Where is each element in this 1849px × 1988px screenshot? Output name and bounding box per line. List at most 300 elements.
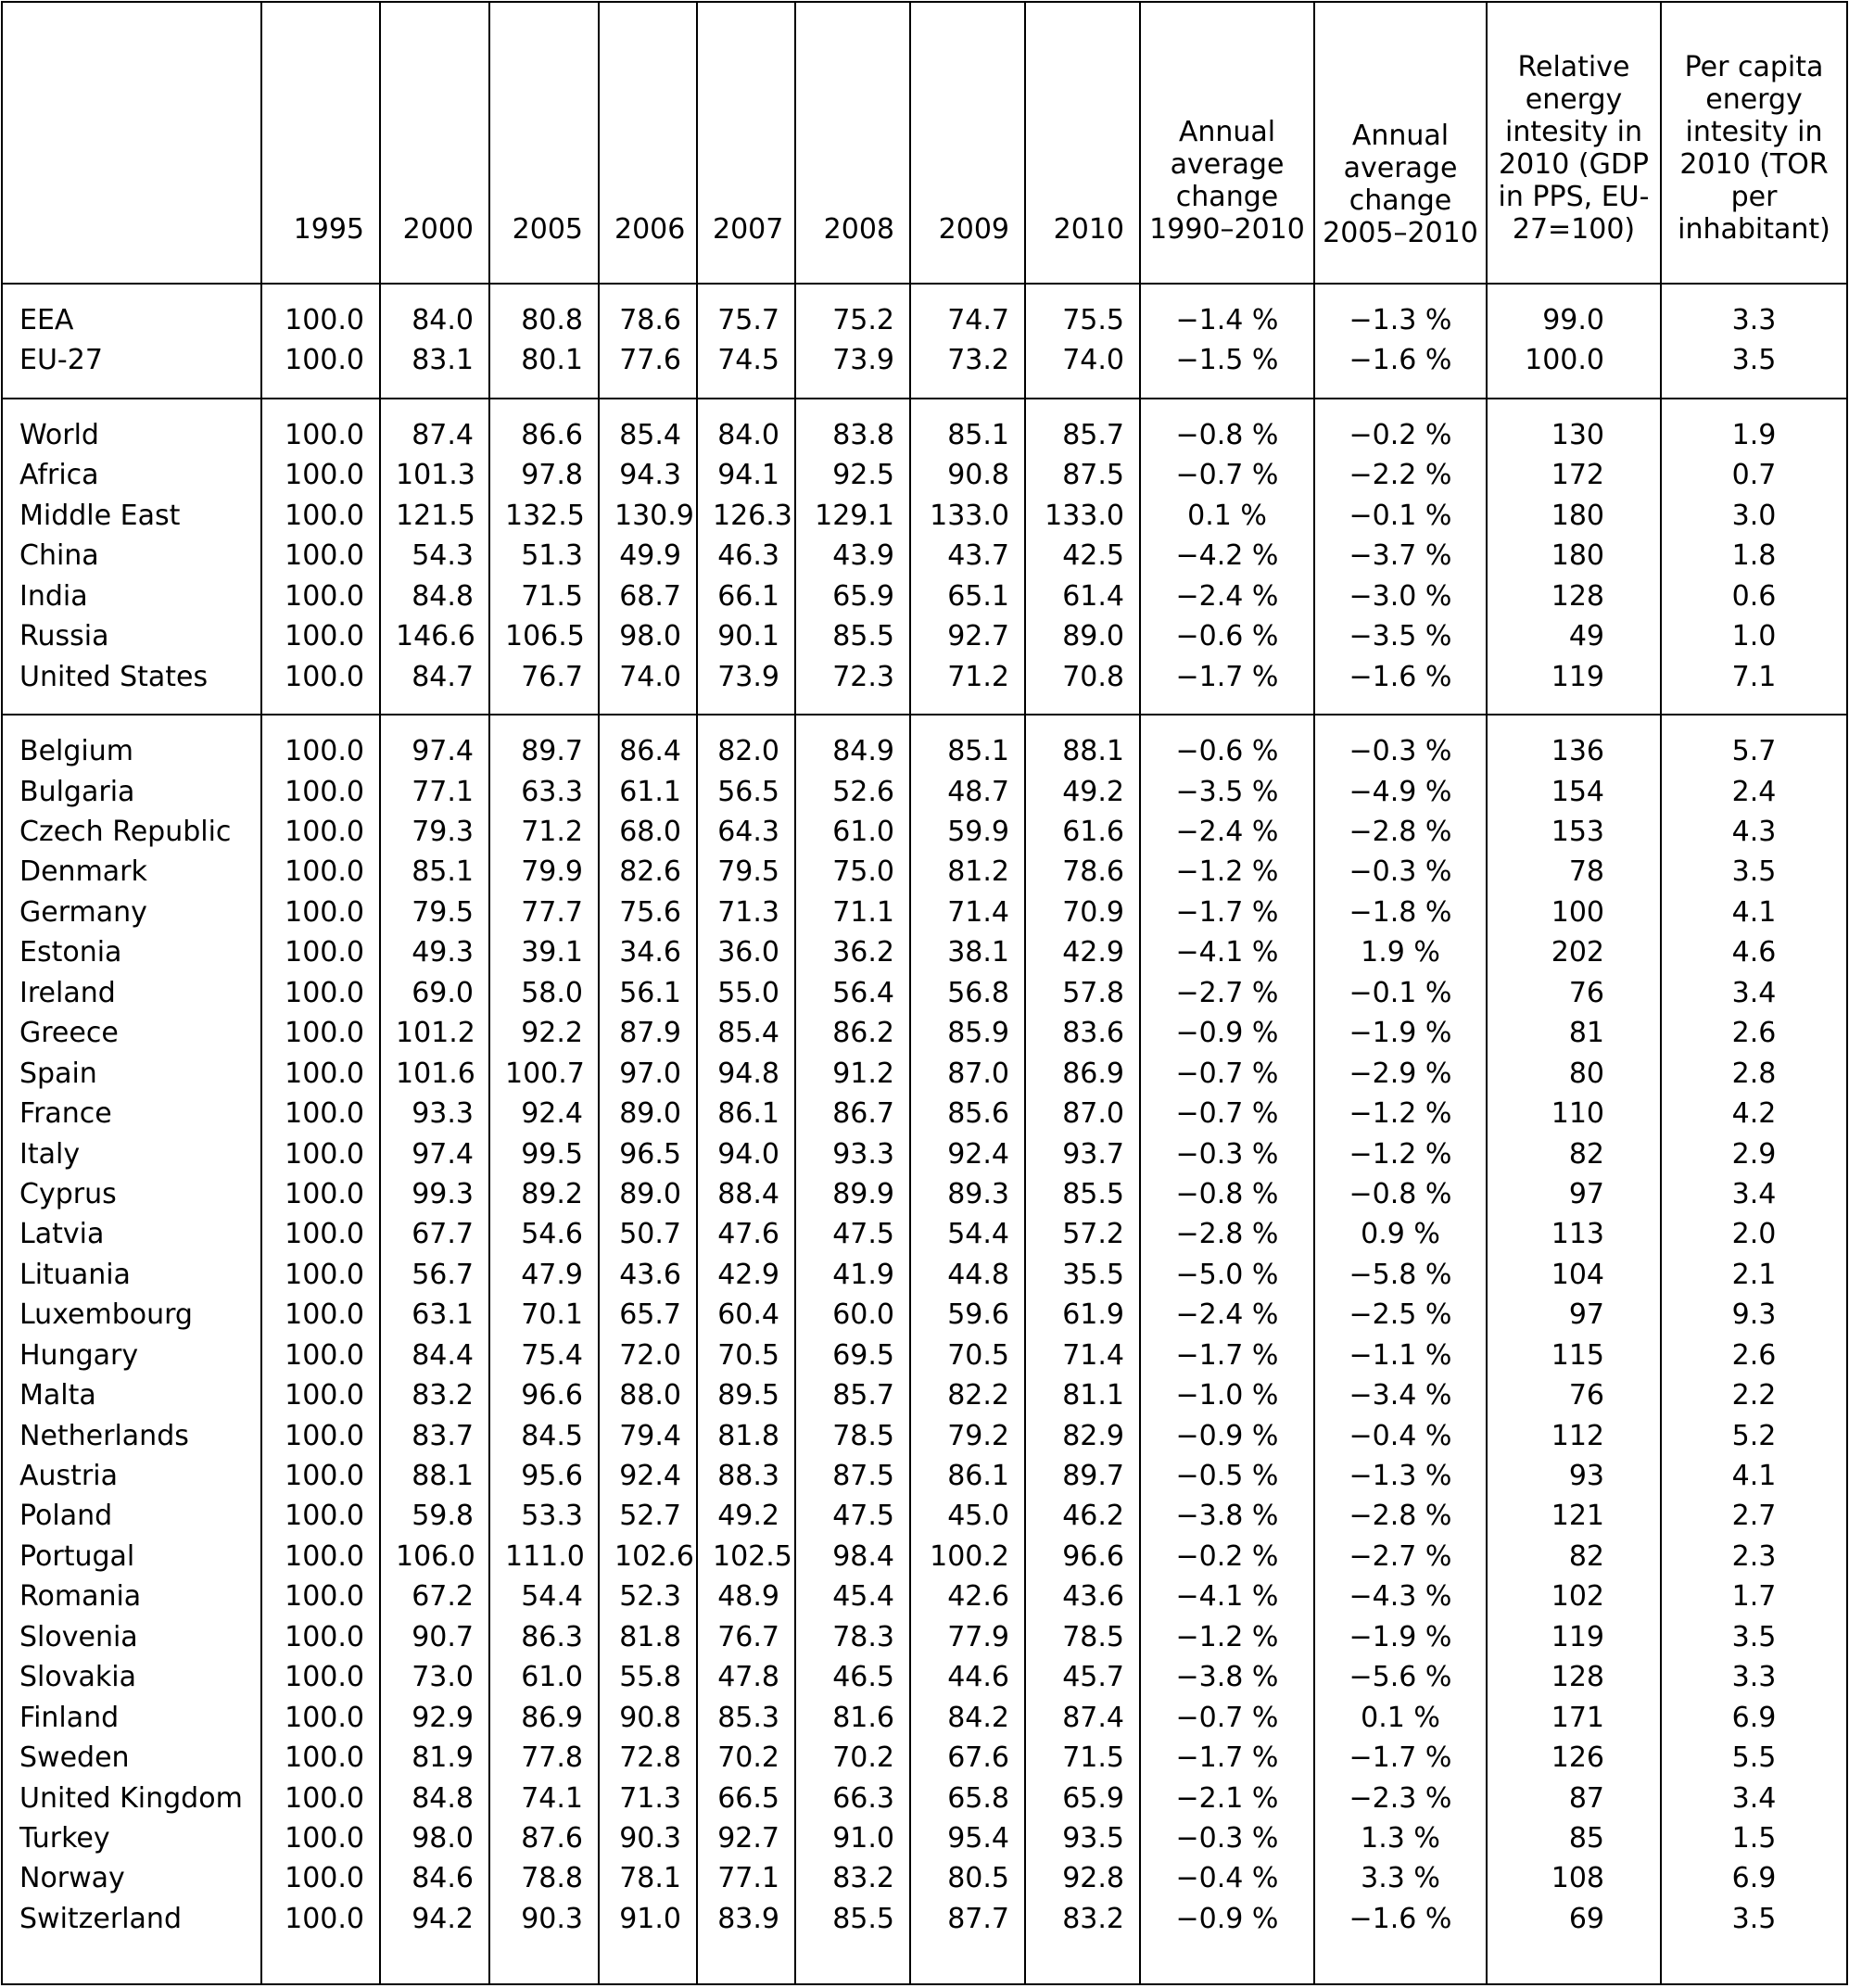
- relative-intensity: 49: [1487, 616, 1661, 656]
- change-1990-2010: −2.1 %: [1140, 1778, 1314, 1817]
- value-2006: 82.6: [599, 852, 697, 892]
- table-row: [2, 1336, 1847, 1375]
- value-2008: 86.7: [795, 1094, 910, 1133]
- relative-intensity: 76: [1487, 973, 1661, 1013]
- value-2010: 89.0: [1025, 616, 1140, 656]
- spacer-cell: [1314, 715, 1487, 731]
- relative-intensity: 113: [1487, 1214, 1661, 1254]
- value-2007: 74.5: [697, 340, 795, 380]
- per-capita: 2.1: [1661, 1255, 1847, 1295]
- table-row: [2, 1537, 1847, 1576]
- value-2010: 74.0: [1025, 340, 1140, 380]
- value-2007: 49.2: [697, 1496, 795, 1536]
- value-2000: 84.6: [380, 1858, 489, 1898]
- value-2010: 87.4: [1025, 1697, 1140, 1737]
- spacer-cell: [795, 697, 910, 715]
- change-2005-2010: −1.1 %: [1314, 1336, 1487, 1375]
- change-1990-2010: −0.5 %: [1140, 1456, 1314, 1496]
- spacer-row: [2, 715, 1847, 731]
- change-2005-2010: −1.3 %: [1314, 300, 1487, 340]
- spacer-cell: [489, 697, 599, 715]
- value-2007: 42.9: [697, 1255, 795, 1295]
- per-capita: 3.4: [1661, 973, 1847, 1013]
- value-2000: 97.4: [380, 1133, 489, 1173]
- change-1990-2010: −5.0 %: [1140, 1255, 1314, 1295]
- table-row: [2, 536, 1847, 576]
- value-1995: 100.0: [261, 1617, 380, 1657]
- country-cell: United States: [2, 656, 261, 696]
- value-2006: 94.3: [599, 455, 697, 495]
- relative-intensity: 80: [1487, 1053, 1661, 1093]
- value-2009: 81.2: [910, 852, 1025, 892]
- value-2000: 83.2: [380, 1375, 489, 1415]
- per-capita: 2.6: [1661, 1013, 1847, 1053]
- value-2007: 89.5: [697, 1375, 795, 1415]
- per-capita: 3.3: [1661, 300, 1847, 340]
- spacer-cell: [489, 284, 599, 300]
- value-2000: 84.8: [380, 1778, 489, 1817]
- per-capita: 2.6: [1661, 1336, 1847, 1375]
- country-cell: Russia: [2, 616, 261, 656]
- change-1990-2010: −0.6 %: [1140, 616, 1314, 656]
- value-2008: 56.4: [795, 973, 910, 1013]
- value-2005: 71.2: [489, 812, 599, 852]
- country-cell: Greece: [2, 1013, 261, 1053]
- value-2007: 85.3: [697, 1697, 795, 1737]
- spacer-cell: [1661, 697, 1847, 715]
- spacer-cell: [489, 1939, 599, 1984]
- country-cell: Denmark: [2, 852, 261, 892]
- value-2006: 56.1: [599, 973, 697, 1013]
- change-2005-2010: −0.8 %: [1314, 1174, 1487, 1214]
- value-2007: 46.3: [697, 536, 795, 576]
- change-1990-2010: −1.0 %: [1140, 1375, 1314, 1415]
- spacer-cell: [2, 399, 261, 415]
- value-2008: 98.4: [795, 1537, 910, 1576]
- value-2010: 89.7: [1025, 1456, 1140, 1496]
- value-2010: 61.6: [1025, 812, 1140, 852]
- value-2006: 87.9: [599, 1013, 697, 1053]
- relative-intensity: 153: [1487, 812, 1661, 852]
- value-2009: 44.8: [910, 1255, 1025, 1295]
- spacer-cell: [261, 380, 380, 399]
- per-capita: 2.7: [1661, 1496, 1847, 1536]
- value-2010: 85.5: [1025, 1174, 1140, 1214]
- spacer-cell: [2, 697, 261, 715]
- spacer-cell: [261, 1939, 380, 1984]
- change-2005-2010: −3.4 %: [1314, 1375, 1487, 1415]
- value-2006: 86.4: [599, 731, 697, 771]
- value-2010: 35.5: [1025, 1255, 1140, 1295]
- spacer-cell: [2, 1939, 261, 1984]
- value-2006: 91.0: [599, 1899, 697, 1939]
- value-2005: 106.5: [489, 616, 599, 656]
- header-year-2010: 2010: [1025, 2, 1140, 284]
- value-2009: 59.9: [910, 812, 1025, 852]
- change-1990-2010: −0.4 %: [1140, 1858, 1314, 1898]
- value-2007: 48.9: [697, 1576, 795, 1616]
- value-2010: 81.1: [1025, 1375, 1140, 1415]
- country-cell: Netherlands: [2, 1415, 261, 1455]
- value-2009: 77.9: [910, 1617, 1025, 1657]
- change-2005-2010: −0.1 %: [1314, 496, 1487, 536]
- relative-intensity: 130: [1487, 415, 1661, 455]
- value-2008: 91.0: [795, 1818, 910, 1858]
- value-2009: 87.7: [910, 1899, 1025, 1939]
- table-row: [2, 771, 1847, 811]
- value-2005: 54.6: [489, 1214, 599, 1254]
- value-1995: 100.0: [261, 1013, 380, 1053]
- country-cell: United Kingdom: [2, 1778, 261, 1817]
- change-1990-2010: −0.7 %: [1140, 1697, 1314, 1737]
- value-2008: 93.3: [795, 1133, 910, 1173]
- spacer-cell: [261, 715, 380, 731]
- value-2010: 87.0: [1025, 1094, 1140, 1133]
- spacer-cell: [599, 380, 697, 399]
- country-cell: Bulgaria: [2, 771, 261, 811]
- relative-intensity: 69: [1487, 1899, 1661, 1939]
- relative-intensity: 202: [1487, 932, 1661, 972]
- spacer-cell: [261, 399, 380, 415]
- header-row: [2, 2, 1847, 284]
- change-1990-2010: −1.7 %: [1140, 1336, 1314, 1375]
- value-1995: 100.0: [261, 1255, 380, 1295]
- value-2010: 82.9: [1025, 1415, 1140, 1455]
- value-2008: 36.2: [795, 932, 910, 972]
- value-2005: 58.0: [489, 973, 599, 1013]
- value-2005: 53.3: [489, 1496, 599, 1536]
- value-2009: 85.9: [910, 1013, 1025, 1053]
- value-2005: 97.8: [489, 455, 599, 495]
- value-2007: 76.7: [697, 1617, 795, 1657]
- header-year-2006: 2006: [599, 2, 697, 284]
- spacer-cell: [380, 380, 489, 399]
- value-2005: 76.7: [489, 656, 599, 696]
- value-2005: 84.5: [489, 1415, 599, 1455]
- table-row: [2, 1094, 1847, 1133]
- value-2009: 85.1: [910, 415, 1025, 455]
- value-2000: 77.1: [380, 771, 489, 811]
- value-2009: 67.6: [910, 1738, 1025, 1778]
- value-2000: 67.2: [380, 1576, 489, 1616]
- table-row: [2, 340, 1847, 380]
- change-1990-2010: −0.7 %: [1140, 1053, 1314, 1093]
- value-2010: 43.6: [1025, 1576, 1140, 1616]
- value-2006: 34.6: [599, 932, 697, 972]
- country-cell: Portugal: [2, 1537, 261, 1576]
- value-2000: 101.6: [380, 1053, 489, 1093]
- change-2005-2010: −2.3 %: [1314, 1778, 1487, 1817]
- spacer-cell: [380, 399, 489, 415]
- change-1990-2010: −0.6 %: [1140, 731, 1314, 771]
- value-2007: 94.8: [697, 1053, 795, 1093]
- table-row: [2, 576, 1847, 615]
- change-1990-2010: −0.7 %: [1140, 1094, 1314, 1133]
- value-2007: 126.3: [697, 496, 795, 536]
- relative-intensity: 108: [1487, 1858, 1661, 1898]
- change-1990-2010: −4.1 %: [1140, 932, 1314, 972]
- relative-intensity: 154: [1487, 771, 1661, 811]
- per-capita: 5.5: [1661, 1738, 1847, 1778]
- value-2010: 96.6: [1025, 1537, 1140, 1576]
- change-1990-2010: −2.4 %: [1140, 1295, 1314, 1335]
- table-row: [2, 932, 1847, 972]
- change-2005-2010: −1.6 %: [1314, 1899, 1487, 1939]
- table-row: [2, 1456, 1847, 1496]
- header-per-capita: Per capita energy intesity in 2010 (TOR per inhabitant): [1661, 2, 1847, 284]
- relative-intensity: 100.0: [1487, 340, 1661, 380]
- value-2006: 85.4: [599, 415, 697, 455]
- value-1995: 100.0: [261, 893, 380, 932]
- value-2007: 83.9: [697, 1899, 795, 1939]
- value-1995: 100.0: [261, 415, 380, 455]
- per-capita: 4.2: [1661, 1094, 1847, 1133]
- relative-intensity: 82: [1487, 1133, 1661, 1173]
- table-row: [2, 1375, 1847, 1415]
- change-2005-2010: −1.9 %: [1314, 1013, 1487, 1053]
- spacer-cell: [1025, 399, 1140, 415]
- change-2005-2010: −0.3 %: [1314, 731, 1487, 771]
- value-2000: 106.0: [380, 1537, 489, 1576]
- spacer-cell: [1314, 399, 1487, 415]
- value-2010: 88.1: [1025, 731, 1140, 771]
- change-1990-2010: −1.7 %: [1140, 656, 1314, 696]
- value-2000: 87.4: [380, 415, 489, 455]
- country-cell: Spain: [2, 1053, 261, 1093]
- value-2007: 82.0: [697, 731, 795, 771]
- value-2000: 83.7: [380, 1415, 489, 1455]
- value-2009: 71.2: [910, 656, 1025, 696]
- country-cell: Belgium: [2, 731, 261, 771]
- value-2005: 95.6: [489, 1456, 599, 1496]
- value-2007: 81.8: [697, 1415, 795, 1455]
- country-cell: World: [2, 415, 261, 455]
- value-2010: 83.2: [1025, 1899, 1140, 1939]
- table-row: [2, 496, 1847, 536]
- spacer-cell: [1140, 284, 1314, 300]
- value-1995: 100.0: [261, 1858, 380, 1898]
- table-row: [2, 415, 1847, 455]
- change-1990-2010: −0.9 %: [1140, 1415, 1314, 1455]
- country-cell: Austria: [2, 1456, 261, 1496]
- value-2006: 61.1: [599, 771, 697, 811]
- value-2000: 83.1: [380, 340, 489, 380]
- per-capita: 3.4: [1661, 1174, 1847, 1214]
- spacer-cell: [599, 697, 697, 715]
- spacer-cell: [1025, 697, 1140, 715]
- relative-intensity: 119: [1487, 656, 1661, 696]
- value-2008: 52.6: [795, 771, 910, 811]
- value-2006: 68.7: [599, 576, 697, 615]
- value-2009: 44.6: [910, 1657, 1025, 1697]
- spacer-cell: [1314, 380, 1487, 399]
- value-2007: 60.4: [697, 1295, 795, 1335]
- value-2000: 56.7: [380, 1255, 489, 1295]
- relative-intensity: 99.0: [1487, 300, 1661, 340]
- change-1990-2010: −2.8 %: [1140, 1214, 1314, 1254]
- per-capita: 6.9: [1661, 1697, 1847, 1737]
- value-2000: 99.3: [380, 1174, 489, 1214]
- value-2006: 43.6: [599, 1255, 697, 1295]
- header-change-1990-2010: Annual average change 1990–2010: [1140, 2, 1314, 284]
- value-1995: 100.0: [261, 1456, 380, 1496]
- value-2007: 70.2: [697, 1738, 795, 1778]
- value-2009: 48.7: [910, 771, 1025, 811]
- value-1995: 100.0: [261, 1697, 380, 1737]
- value-2008: 46.5: [795, 1657, 910, 1697]
- relative-intensity: 171: [1487, 1697, 1661, 1737]
- value-2010: 78.5: [1025, 1617, 1140, 1657]
- value-2005: 75.4: [489, 1336, 599, 1375]
- table-row: [2, 1657, 1847, 1697]
- table-row: [2, 1214, 1847, 1254]
- value-2007: 36.0: [697, 932, 795, 972]
- value-2009: 84.2: [910, 1697, 1025, 1737]
- change-2005-2010: −1.6 %: [1314, 340, 1487, 380]
- spacer-cell: [697, 715, 795, 731]
- value-2007: 70.5: [697, 1336, 795, 1375]
- table-row: [2, 852, 1847, 892]
- relative-intensity: 119: [1487, 1617, 1661, 1657]
- change-2005-2010: −1.2 %: [1314, 1133, 1487, 1173]
- relative-intensity: 104: [1487, 1255, 1661, 1295]
- value-1995: 100.0: [261, 1336, 380, 1375]
- value-2009: 80.5: [910, 1858, 1025, 1898]
- relative-intensity: 121: [1487, 1496, 1661, 1536]
- spacer-cell: [380, 697, 489, 715]
- table-row: [2, 1697, 1847, 1737]
- value-2000: 121.5: [380, 496, 489, 536]
- change-2005-2010: −3.5 %: [1314, 616, 1487, 656]
- per-capita: 1.9: [1661, 415, 1847, 455]
- header-relative-intensity: Relative energy intesity in 2010 (GDP in PPS, EU-27=100): [1487, 2, 1661, 284]
- change-2005-2010: −0.4 %: [1314, 1415, 1487, 1455]
- value-2007: 56.5: [697, 771, 795, 811]
- value-2008: 47.5: [795, 1496, 910, 1536]
- value-2009: 73.2: [910, 340, 1025, 380]
- country-cell: Slovakia: [2, 1657, 261, 1697]
- spacer-row: [2, 399, 1847, 415]
- value-2008: 78.5: [795, 1415, 910, 1455]
- change-1990-2010: −0.3 %: [1140, 1133, 1314, 1173]
- value-2000: 94.2: [380, 1899, 489, 1939]
- table-row: [2, 1133, 1847, 1173]
- value-2009: 38.1: [910, 932, 1025, 972]
- per-capita: 1.8: [1661, 536, 1847, 576]
- change-2005-2010: −1.7 %: [1314, 1738, 1487, 1778]
- value-2006: 78.1: [599, 1858, 697, 1898]
- value-2008: 66.3: [795, 1778, 910, 1817]
- value-2008: 71.1: [795, 893, 910, 932]
- value-2007: 88.3: [697, 1456, 795, 1496]
- relative-intensity: 180: [1487, 536, 1661, 576]
- per-capita: 0.6: [1661, 576, 1847, 615]
- change-1990-2010: −0.9 %: [1140, 1013, 1314, 1053]
- value-2008: 85.5: [795, 1899, 910, 1939]
- value-2006: 77.6: [599, 340, 697, 380]
- change-2005-2010: −2.8 %: [1314, 1496, 1487, 1536]
- value-2009: 100.2: [910, 1537, 1025, 1576]
- per-capita: 2.0: [1661, 1214, 1847, 1254]
- value-2008: 83.8: [795, 415, 910, 455]
- change-1990-2010: 0.1 %: [1140, 496, 1314, 536]
- change-1990-2010: −2.4 %: [1140, 576, 1314, 615]
- value-2009: 59.6: [910, 1295, 1025, 1335]
- value-2007: 47.8: [697, 1657, 795, 1697]
- value-2005: 111.0: [489, 1537, 599, 1576]
- value-2010: 70.8: [1025, 656, 1140, 696]
- spacer-cell: [1314, 284, 1487, 300]
- value-2007: 66.1: [697, 576, 795, 615]
- spacer-cell: [795, 715, 910, 731]
- spacer-cell: [910, 380, 1025, 399]
- value-2006: 65.7: [599, 1295, 697, 1335]
- value-2007: 66.5: [697, 1778, 795, 1817]
- per-capita: 4.1: [1661, 893, 1847, 932]
- value-2010: 85.7: [1025, 415, 1140, 455]
- table-row: [2, 1858, 1847, 1898]
- value-2008: 70.2: [795, 1738, 910, 1778]
- country-cell: China: [2, 536, 261, 576]
- change-1990-2010: −4.2 %: [1140, 536, 1314, 576]
- value-2007: 47.6: [697, 1214, 795, 1254]
- value-2005: 39.1: [489, 932, 599, 972]
- value-2008: 65.9: [795, 576, 910, 615]
- value-2005: 61.0: [489, 1657, 599, 1697]
- spacer-cell: [1140, 715, 1314, 731]
- table-row: [2, 656, 1847, 696]
- value-1995: 100.0: [261, 1415, 380, 1455]
- spacer-cell: [910, 399, 1025, 415]
- spacer-cell: [599, 399, 697, 415]
- value-2007: 77.1: [697, 1858, 795, 1898]
- value-2009: 133.0: [910, 496, 1025, 536]
- change-1990-2010: −2.4 %: [1140, 812, 1314, 852]
- spacer-row: [2, 284, 1847, 300]
- change-1990-2010: −1.2 %: [1140, 1617, 1314, 1657]
- change-1990-2010: −1.2 %: [1140, 852, 1314, 892]
- value-2008: 129.1: [795, 496, 910, 536]
- spacer-cell: [697, 284, 795, 300]
- value-2005: 92.4: [489, 1094, 599, 1133]
- change-2005-2010: −0.1 %: [1314, 973, 1487, 1013]
- change-2005-2010: −2.7 %: [1314, 1537, 1487, 1576]
- value-2009: 92.7: [910, 616, 1025, 656]
- table-row: [2, 1295, 1847, 1335]
- value-2009: 65.1: [910, 576, 1025, 615]
- change-2005-2010: −1.9 %: [1314, 1617, 1487, 1657]
- spacer-cell: [1661, 715, 1847, 731]
- value-2005: 99.5: [489, 1133, 599, 1173]
- value-2010: 46.2: [1025, 1496, 1140, 1536]
- value-2006: 71.3: [599, 1778, 697, 1817]
- country-cell: Hungary: [2, 1336, 261, 1375]
- country-cell: France: [2, 1094, 261, 1133]
- value-2006: 89.0: [599, 1094, 697, 1133]
- value-2007: 88.4: [697, 1174, 795, 1214]
- value-2006: 88.0: [599, 1375, 697, 1415]
- value-2010: 75.5: [1025, 300, 1140, 340]
- change-1990-2010: −1.7 %: [1140, 1738, 1314, 1778]
- value-2000: 97.4: [380, 731, 489, 771]
- value-2009: 89.3: [910, 1174, 1025, 1214]
- value-1995: 100.0: [261, 771, 380, 811]
- relative-intensity: 87: [1487, 1778, 1661, 1817]
- change-1990-2010: −3.5 %: [1140, 771, 1314, 811]
- value-2000: 84.0: [380, 300, 489, 340]
- value-2006: 68.0: [599, 812, 697, 852]
- value-2008: 43.9: [795, 536, 910, 576]
